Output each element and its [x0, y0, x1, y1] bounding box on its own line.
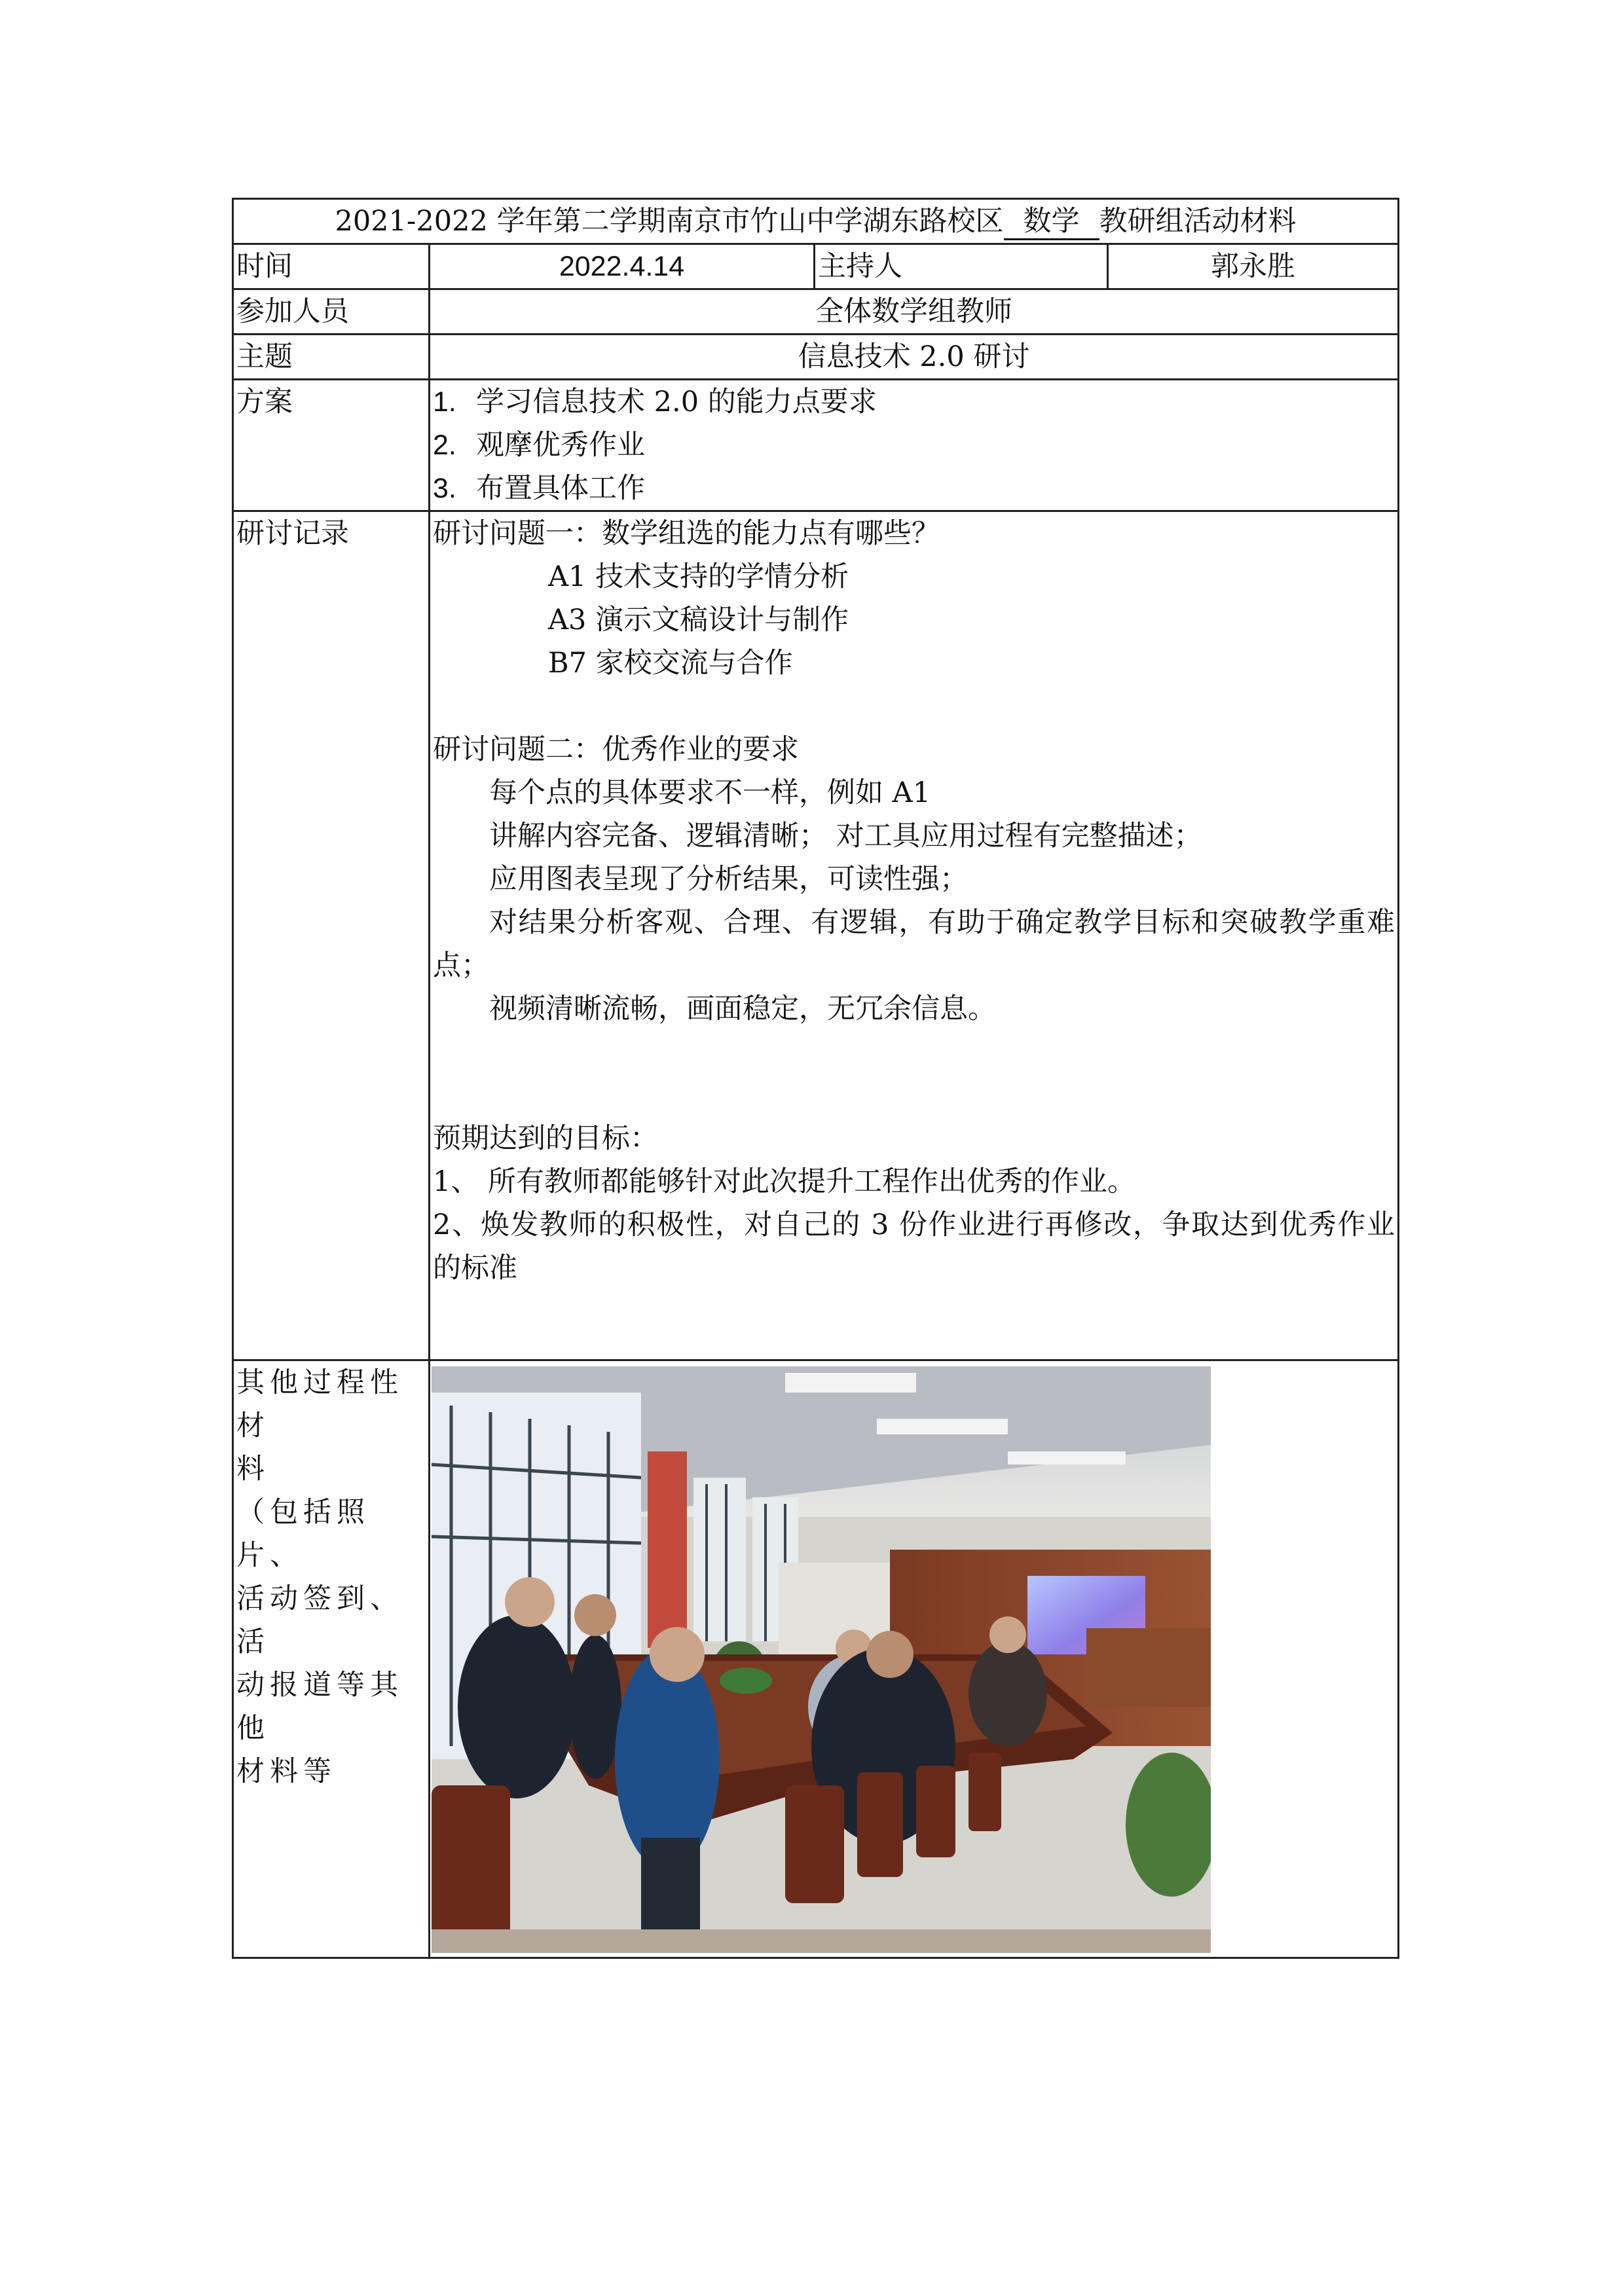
other-label-line: 动报道等其他: [236, 1669, 403, 1745]
requirement-line: 每个点的具体要求不一样，例如 A1: [489, 776, 931, 809]
topic-label: 主题: [233, 335, 430, 380]
title-row: [233, 199, 1399, 244]
plan-row: [233, 380, 1399, 511]
topic-row: [233, 335, 1399, 380]
requirement-line: 讲解内容完备、逻辑清晰； 对工具应用过程有完整描述；: [489, 820, 1202, 852]
participants-label: 参加人员: [233, 289, 430, 335]
topic-value: 信息技术 2.0 研讨: [430, 335, 1399, 380]
record-content: [430, 511, 1399, 1360]
requirement-line: 对结果分析客观、合理、有逻辑，有助于确定教学目标和突破教学重难: [489, 906, 1395, 939]
plan-item: [433, 424, 1395, 467]
record-row: [233, 511, 1399, 1360]
requirement-line: 应用图表呈现了分析结果，可读性强；: [489, 863, 968, 896]
plan-item-number: 2.: [433, 429, 456, 461]
requirement-line: 视频清晰流畅，画面稳定，无冗余信息。: [489, 993, 996, 1025]
plan-item-number: 1.: [433, 386, 456, 418]
plan-item-text: 布置具体工作: [476, 472, 645, 505]
other-materials-label: [233, 1360, 430, 1958]
capability-item: A3 演示文稿设计与制作: [548, 604, 849, 636]
time-value: 2022.4.14: [430, 244, 815, 289]
title-subject: 数学: [1004, 204, 1099, 240]
participants-value: 全体数学组教师: [430, 289, 1399, 335]
question-two: 研讨问题二：优秀作业的要求: [433, 733, 799, 766]
plan-item: [433, 380, 1395, 424]
goal-item-1: 1、 所有教师都能够针对此次提升工程作出优秀的作业。: [433, 1165, 1136, 1198]
goal-item-2: 2、焕发教师的积极性，对自己的 3 份作业进行再修改，争取达到优秀作业: [433, 1209, 1395, 1241]
record-label: 研讨记录: [233, 511, 430, 1360]
capability-item: A1 技术支持的学情分析: [548, 560, 849, 593]
time-row: [233, 244, 1399, 289]
plan-item-text: 学习信息技术 2.0 的能力点要求: [476, 386, 877, 418]
plan-content: [430, 380, 1399, 511]
other-label-line: 材料等: [236, 1755, 337, 1788]
other-materials-row: [233, 1360, 1399, 1958]
time-label: 时间: [233, 244, 430, 289]
photo-cell: [430, 1360, 1399, 1958]
requirement-line: 点；: [433, 949, 489, 982]
goal-item-2-continued: 的标准: [433, 1252, 517, 1285]
other-label-line: 料: [236, 1453, 270, 1485]
host-value: 郭永胜: [1108, 244, 1399, 289]
plan-item-number: 3.: [433, 473, 456, 504]
other-label-line: 活动签到、活: [236, 1582, 403, 1658]
title-prefix: 2021-2022 学年第二学期南京市竹山中学湖东路校区: [335, 205, 1004, 238]
participants-row: [233, 289, 1399, 335]
host-label: 主持人: [815, 244, 1108, 289]
other-label-line: 其他过程性材: [236, 1366, 403, 1442]
other-label-line: （包括照片、: [236, 1496, 370, 1572]
question-one: 研讨问题一：数学组选的能力点有哪些？: [433, 517, 940, 550]
title-suffix: 教研组活动材料: [1099, 205, 1297, 238]
document-title: [233, 199, 1399, 244]
plan-item: [433, 467, 1395, 510]
meeting-photo: [432, 1366, 1211, 1953]
plan-label: 方案: [233, 380, 430, 511]
plan-item-text: 观摩优秀作业: [476, 429, 645, 462]
activity-record-table: [232, 198, 1399, 1959]
capability-item: B7 家校交流与合作: [548, 647, 793, 680]
goal-title: 预期达到的目标：: [433, 1122, 658, 1155]
